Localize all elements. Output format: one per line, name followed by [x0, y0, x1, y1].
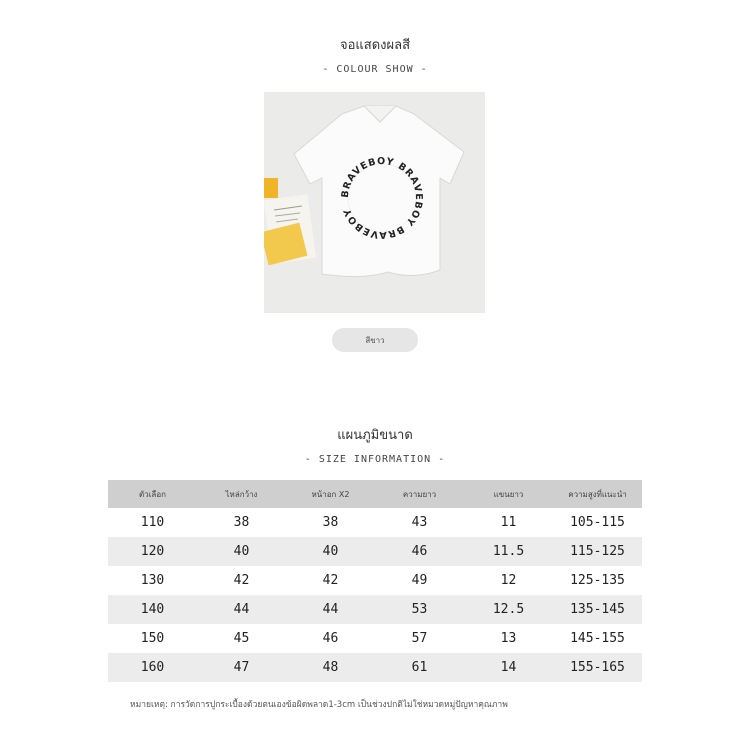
cell-size: 120	[108, 537, 197, 566]
colour-show-header	[0, 34, 750, 75]
cell-shoulder: 45	[233, 631, 250, 646]
cell-chest: 38	[322, 515, 339, 530]
cell-sleeve: 14	[464, 653, 553, 682]
shirt-illustration	[264, 92, 485, 313]
colour-option-white[interactable]: สีขาว	[332, 328, 418, 352]
table-row	[108, 566, 642, 595]
cell-height: 125-135	[570, 573, 625, 588]
table-row	[108, 653, 642, 682]
size-info-header	[0, 424, 750, 465]
shirt-print-text: BRAVEBOY BRAVEBOY BRAVEBOY	[339, 155, 425, 241]
cell-size: 130	[140, 573, 165, 588]
table-row	[108, 595, 642, 624]
cell-shoulder: 38	[233, 515, 250, 530]
cell-sleeve: 13	[500, 631, 517, 646]
cell-height: 135-145	[553, 595, 642, 624]
cell-height: 155-165	[553, 653, 642, 682]
size-info-title: แผนภูมิขนาด	[327, 424, 423, 445]
table-row	[108, 624, 642, 653]
cell-length: 46	[375, 537, 464, 566]
header-chest: หน้าอก X2	[286, 480, 375, 508]
table-row	[108, 508, 642, 537]
colour-show-title: จอแสดงผลสี	[330, 34, 420, 55]
cell-length: 43	[411, 515, 428, 530]
colour-show-subtitle: - COLOUR SHOW -	[322, 64, 428, 75]
cell-height: 115-125	[553, 537, 642, 566]
table-row	[108, 537, 642, 566]
header-height: ความสูงที่แนะนำ	[553, 480, 642, 508]
size-table	[108, 480, 642, 682]
cell-length: 49	[411, 573, 428, 588]
cell-chest: 44	[286, 595, 375, 624]
cell-shoulder: 42	[233, 573, 250, 588]
size-table-header-row	[108, 480, 642, 508]
measurement-note: หมายเหตุ: การวัดการปูกระเบื้องด้วยตนเองข้อผิดพลาด1-3cm เป็นช่วงปกติไม่ใช่หมวดหมู่ปัญหาคุณภาพ	[130, 700, 508, 710]
cell-sleeve: 12	[500, 573, 517, 588]
header-sleeve: แขนยาว	[464, 480, 553, 508]
cell-shoulder: 47	[197, 653, 286, 682]
size-info-subtitle: - SIZE INFORMATION -	[304, 454, 446, 465]
cell-chest: 42	[322, 573, 339, 588]
cell-sleeve: 11	[500, 515, 517, 530]
cell-size: 110	[140, 515, 165, 530]
cell-height: 105-115	[570, 515, 625, 530]
cell-length: 61	[375, 653, 464, 682]
product-photo	[264, 92, 485, 313]
cell-length: 57	[411, 631, 428, 646]
cell-chest: 40	[286, 537, 375, 566]
cell-size: 140	[108, 595, 197, 624]
header-length: ความยาว	[375, 480, 464, 508]
header-shoulder: ไหล่กว้าง	[197, 480, 286, 508]
cell-shoulder: 44	[197, 595, 286, 624]
cell-chest: 48	[286, 653, 375, 682]
cell-length: 53	[375, 595, 464, 624]
cell-shoulder: 40	[197, 537, 286, 566]
cell-size: 150	[140, 631, 165, 646]
cell-sleeve: 11.5	[464, 537, 553, 566]
header-size: ตัวเลือก	[108, 480, 197, 508]
cell-height: 145-155	[570, 631, 625, 646]
cell-chest: 46	[322, 631, 339, 646]
cell-sleeve: 12.5	[464, 595, 553, 624]
cell-size: 160	[108, 653, 197, 682]
